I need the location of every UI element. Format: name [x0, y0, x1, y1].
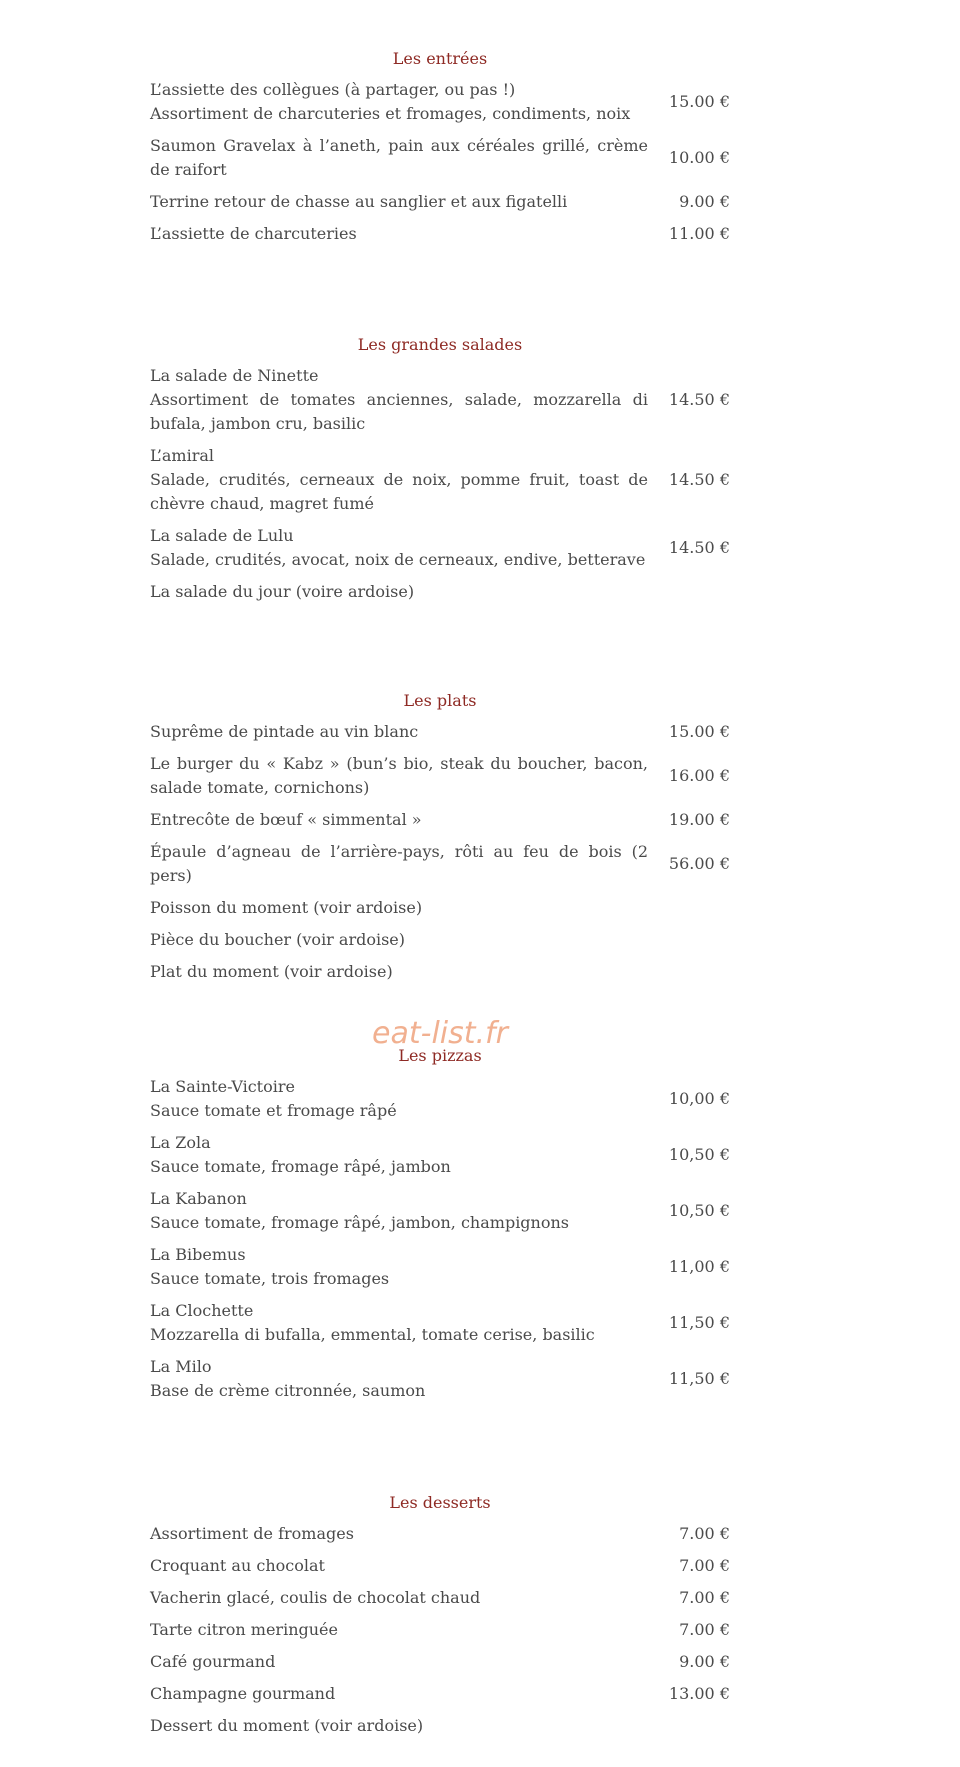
menu-item-text [150, 752, 648, 800]
menu-item-text [150, 1299, 648, 1347]
menu-item-name: La Bibemus [150, 1245, 246, 1264]
menu-item [150, 720, 730, 744]
menu-item [150, 928, 730, 952]
section-entrees [150, 48, 730, 254]
menu-item-text [150, 1618, 648, 1642]
menu-item [150, 1714, 730, 1738]
menu-item-price: 19.00 € [668, 810, 730, 829]
menu-item-text [150, 580, 648, 604]
menu-item [150, 134, 730, 182]
menu-item-text [150, 1522, 648, 1546]
menu-item-text [150, 1243, 648, 1291]
menu-item-text [150, 190, 648, 214]
menu-item-text [150, 134, 648, 182]
menu-item-description: Sauce tomate, trois fromages [150, 1269, 390, 1288]
menu-item [150, 580, 730, 604]
menu-item-name: Champagne gourmand [150, 1684, 336, 1703]
menu-item [150, 190, 730, 214]
section-salades [150, 334, 730, 612]
menu-item-name: Suprême de pintade au vin blanc [150, 722, 419, 741]
menu-item [150, 840, 730, 888]
menu-item-name: L’amiral [150, 446, 215, 465]
menu-item-text [150, 364, 648, 436]
menu-item [150, 752, 730, 800]
menu-item-name: Vacherin glacé, coulis de chocolat chaud [150, 1588, 481, 1607]
menu-item-text [150, 1355, 648, 1403]
menu-item [150, 1075, 730, 1123]
menu-item-price: 56.00 € [668, 854, 730, 873]
menu-item-name: La salade du jour (voire ardoise) [150, 582, 415, 601]
menu-item-price: 11.00 € [668, 224, 730, 243]
menu-item-text [150, 222, 648, 246]
menu-item-price: 11,50 € [668, 1313, 730, 1332]
menu-item [150, 222, 730, 246]
menu-item-name: Poisson du moment (voir ardoise) [150, 898, 423, 917]
menu-item-price: 7.00 € [679, 1620, 730, 1639]
menu-item-name: Entrecôte de bœuf « simmental » [150, 810, 422, 829]
menu-item-name: L’assiette de charcuteries [150, 224, 357, 243]
menu-item [150, 1299, 730, 1347]
section-desserts [150, 1492, 730, 1746]
menu-item-price: 11,00 € [668, 1257, 730, 1276]
watermark-text: eat-list.fr [372, 1016, 508, 1051]
menu-item-name: Croquant au chocolat [150, 1556, 325, 1575]
menu-item [150, 78, 730, 126]
menu-item-name: La Sainte-Victoire [150, 1077, 295, 1096]
section-title: Les plats [403, 691, 477, 710]
menu-item-name: La salade de Lulu [150, 526, 294, 545]
menu-item-name: Dessert du moment (voir ardoise) [150, 1716, 424, 1735]
menu-item [150, 1650, 730, 1674]
menu-item-name: Plat du moment (voir ardoise) [150, 962, 393, 981]
menu-item [150, 1618, 730, 1642]
menu-item-text [150, 1554, 648, 1578]
menu-item-text [150, 524, 648, 572]
menu-item-price: 11,50 € [668, 1369, 730, 1388]
menu-item-name: Café gourmand [150, 1652, 276, 1671]
menu-item-price: 15.00 € [668, 722, 730, 741]
menu-item-text [150, 840, 648, 888]
section-title: Les pizzas [398, 1046, 482, 1065]
menu-item-text [150, 444, 648, 516]
menu-item-name: Le burger du « Kabz » (bun’s bio, steak du boucher, bacon, salade tomate, cornichons) [150, 754, 648, 797]
menu-item-price: 10,00 € [668, 1089, 730, 1108]
menu-item-price: 10,50 € [668, 1201, 730, 1220]
menu-item-name: La Zola [150, 1133, 211, 1152]
menu-item-name: La Milo [150, 1357, 212, 1376]
menu-item-name: La Clochette [150, 1301, 254, 1320]
menu-item-description: Assortiment de tomates anciennes, salade, mozzarella di bufala, jambon cru, basilic [150, 390, 648, 433]
menu-item-text [150, 896, 648, 920]
menu-item-description: Base de crème citronnée, saumon [150, 1381, 426, 1400]
menu-item-description: Salade, crudités, cerneaux de noix, pomme fruit, toast de chèvre chaud, magret fumé [150, 470, 648, 513]
menu-item-description: Sauce tomate et fromage râpé [150, 1101, 397, 1120]
menu-item-name: La salade de Ninette [150, 366, 319, 385]
menu-item [150, 960, 730, 984]
menu-item [150, 1355, 730, 1403]
menu-item-text [150, 1131, 648, 1179]
menu-item-text [150, 960, 648, 984]
menu-item-text [150, 1650, 648, 1674]
menu-item-price: 10.00 € [668, 148, 730, 167]
menu-item-description: Assortiment de charcuteries et fromages, condiments, noix [150, 104, 631, 123]
menu-item-text [150, 720, 648, 744]
menu-item-price: 16.00 € [668, 766, 730, 785]
menu-item-price: 9.00 € [679, 1652, 730, 1671]
menu-item-description: Sauce tomate, fromage râpé, jambon [150, 1157, 451, 1176]
menu-item-text [150, 1586, 648, 1610]
menu-item-name: L’assiette des collègues (à partager, ou pas !) [150, 80, 516, 99]
menu-item-price: 7.00 € [679, 1588, 730, 1607]
menu-item [150, 1131, 730, 1179]
section-pizzas [150, 1045, 730, 1411]
menu-item-name: Terrine retour de chasse au sanglier et aux figatelli [150, 192, 568, 211]
menu-item [150, 1554, 730, 1578]
menu-item [150, 1682, 730, 1706]
menu-item-name: La Kabanon [150, 1189, 247, 1208]
menu-item-price: 9.00 € [679, 192, 730, 211]
menu-item-price: 13.00 € [668, 1684, 730, 1703]
menu-item-price: 14.50 € [668, 390, 730, 409]
menu-item-price: 14.50 € [668, 538, 730, 557]
menu-item-name: Épaule d’agneau de l’arrière-pays, rôti au feu de bois (2 pers) [150, 842, 648, 885]
menu-item [150, 1243, 730, 1291]
menu-item [150, 808, 730, 832]
menu-item-price: 10,50 € [668, 1145, 730, 1164]
menu-item-text [150, 1714, 648, 1738]
menu-item-text [150, 78, 648, 126]
menu-item [150, 524, 730, 572]
menu-item-name: Saumon Gravelax à l’aneth, pain aux céréales grillé, crème de raifort [150, 136, 648, 179]
menu-item-price: 7.00 € [679, 1556, 730, 1575]
section-title: Les entrées [392, 49, 488, 68]
menu-item-text [150, 1187, 648, 1235]
menu-item-description: Salade, crudités, avocat, noix de cerneaux, endive, betterave [150, 550, 646, 569]
menu-item-price: 15.00 € [668, 92, 730, 111]
menu-item-text [150, 1682, 648, 1706]
menu-item-description: Mozzarella di bufalla, emmental, tomate cerise, basilic [150, 1325, 595, 1344]
section-plats [150, 690, 730, 992]
menu-item-text [150, 928, 648, 952]
menu-item [150, 444, 730, 516]
section-title: Les desserts [389, 1493, 491, 1512]
menu-item-name: Assortiment de fromages [150, 1524, 354, 1543]
menu-item-text [150, 1075, 648, 1123]
menu-item [150, 1586, 730, 1610]
section-title: Les grandes salades [357, 335, 523, 354]
menu-item [150, 1522, 730, 1546]
menu-item-text [150, 808, 648, 832]
menu-item [150, 896, 730, 920]
menu-item-price: 7.00 € [679, 1524, 730, 1543]
menu-item [150, 364, 730, 436]
menu-item-price: 14.50 € [668, 470, 730, 489]
menu-item [150, 1187, 730, 1235]
menu-item-description: Sauce tomate, fromage râpé, jambon, champignons [150, 1213, 569, 1232]
menu-item-name: Tarte citron meringuée [150, 1620, 338, 1639]
menu-item-name: Pièce du boucher (voir ardoise) [150, 930, 406, 949]
